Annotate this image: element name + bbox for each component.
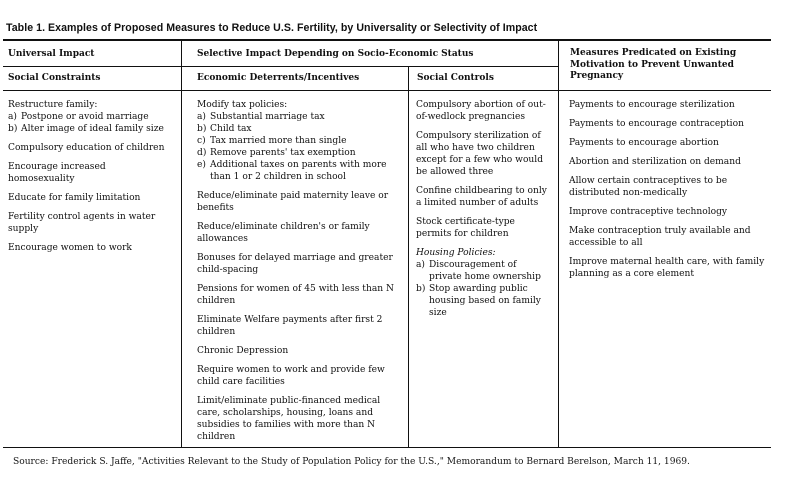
header-universal: Universal Impact (8, 49, 95, 59)
list-item: Improve contraceptive technology (569, 207, 728, 217)
sub-letter: c) (197, 136, 206, 146)
sub-text: Child tax (210, 124, 252, 134)
list-item: Confine childbearing to only a limited number of adults (416, 186, 547, 208)
sub-item (197, 123, 395, 135)
sub-item (197, 111, 395, 123)
list-item: Allow certain contraceptives to be distributed non-medically (569, 176, 728, 198)
sub-text: Additional taxes on parents with more than 1 or 2 children in school (210, 160, 387, 182)
divider-1 (181, 40, 182, 447)
divider-3 (558, 40, 559, 447)
sub-letter: b) (416, 284, 426, 294)
header-rule-left (3, 66, 558, 67)
header-rule-bottom (3, 90, 771, 91)
sub-item (8, 111, 174, 123)
sub-text: Remove parents' tax exemption (210, 148, 356, 158)
list-item: Payments to encourage sterilization (569, 100, 735, 110)
sub-item (197, 159, 395, 183)
restructure-label: Restructure family: (8, 100, 98, 110)
housing-policies (416, 247, 550, 319)
source-note: Source: Frederick S. Jaffe, "Activities Relevant to the Study of Population Policy for the U.S.," Memorandum to Bernard Berelson, March 11, 1969. (13, 457, 690, 467)
header-economic: Economic Deterrents/Incentives (197, 73, 360, 83)
list-item: Improve maternal health care, with family planning as a core element (569, 257, 765, 279)
column-economic (197, 99, 395, 450)
list-item: Compulsory abortion of out-of-wedlock pregnancies (416, 100, 546, 122)
sub-item (8, 123, 174, 135)
list-item: Stock certificate-type permits for children (416, 217, 515, 239)
divider-2 (408, 67, 409, 447)
list-item: Payments to encourage abortion (569, 138, 719, 148)
sub-text: Discouragement of private home ownership (429, 260, 541, 282)
housing-label: Housing Policies: (416, 248, 496, 258)
list-item: Make contraception truly available and accessible to all (569, 226, 751, 248)
table-title: Table 1. Examples of Proposed Measures to Reduce U.S. Fertility, by Universality or Selectivity of Impact (6, 22, 538, 34)
restructure-family (8, 99, 174, 135)
sub-text: Substantial marriage tax (210, 112, 325, 122)
header-social-constraints: Social Constraints (8, 73, 101, 83)
list-item: Abortion and sterilization on demand (569, 157, 741, 167)
sub-text: Stop awarding public housing based on family size (429, 284, 541, 318)
top-rule (3, 39, 771, 41)
sub-letter: a) (8, 112, 17, 122)
list-item: Reduce/eliminate children's or family allowances (197, 222, 370, 244)
list-item: Encourage increased homosexuality (8, 162, 106, 184)
modify-tax (197, 99, 395, 183)
sub-item (416, 259, 550, 283)
list-item: Payments to encourage contraception (569, 119, 744, 129)
tax-label: Modify tax policies: (197, 100, 288, 110)
header-motivation: Measures Predicated on Existing Motivation to Prevent Unwanted Pregnancy (570, 48, 737, 81)
column-social-controls (416, 99, 550, 326)
list-item: Eliminate Welfare payments after first 2 children (197, 315, 383, 337)
sub-item (197, 147, 395, 159)
list-item: Chronic Depression (197, 346, 289, 356)
header-social-controls: Social Controls (417, 73, 494, 83)
sub-letter: d) (197, 148, 207, 158)
list-item: Limit/eliminate public-financed medical care, scholarships, housing, loans and subsidies to families with more than N children (197, 396, 381, 442)
sub-letter: b) (8, 124, 18, 134)
sub-letter: b) (197, 124, 207, 134)
list-item: Bonuses for delayed marriage and greater child-spacing (197, 253, 393, 275)
sub-text: Tax married more than single (210, 136, 347, 146)
list-item: Require women to work and provide few child care facilities (197, 365, 385, 387)
list-item: Pensions for women of 45 with less than N children (197, 284, 394, 306)
list-item: Compulsory sterilization of all who have two children except for a few who would be allowed three (416, 131, 544, 177)
list-item: Fertility control agents in water supply (8, 212, 156, 234)
column-universal (8, 99, 174, 261)
sub-letter: a) (416, 260, 425, 270)
sub-item (416, 283, 550, 319)
list-item: Reduce/eliminate paid maternity leave or benefits (197, 191, 389, 213)
column-motivation (569, 99, 769, 287)
list-item: Encourage women to work (8, 243, 132, 253)
sub-letter: e) (197, 160, 206, 170)
list-item: Compulsory education of children (8, 143, 165, 153)
sub-text: Postpone or avoid marriage (21, 112, 149, 122)
sub-text: Alter image of ideal family size (21, 124, 164, 134)
list-item: Educate for family limitation (8, 193, 141, 203)
sub-letter: a) (197, 112, 206, 122)
sub-item (197, 135, 395, 147)
header-selective: Selective Impact Depending on Socio-Economic Status (197, 49, 474, 59)
